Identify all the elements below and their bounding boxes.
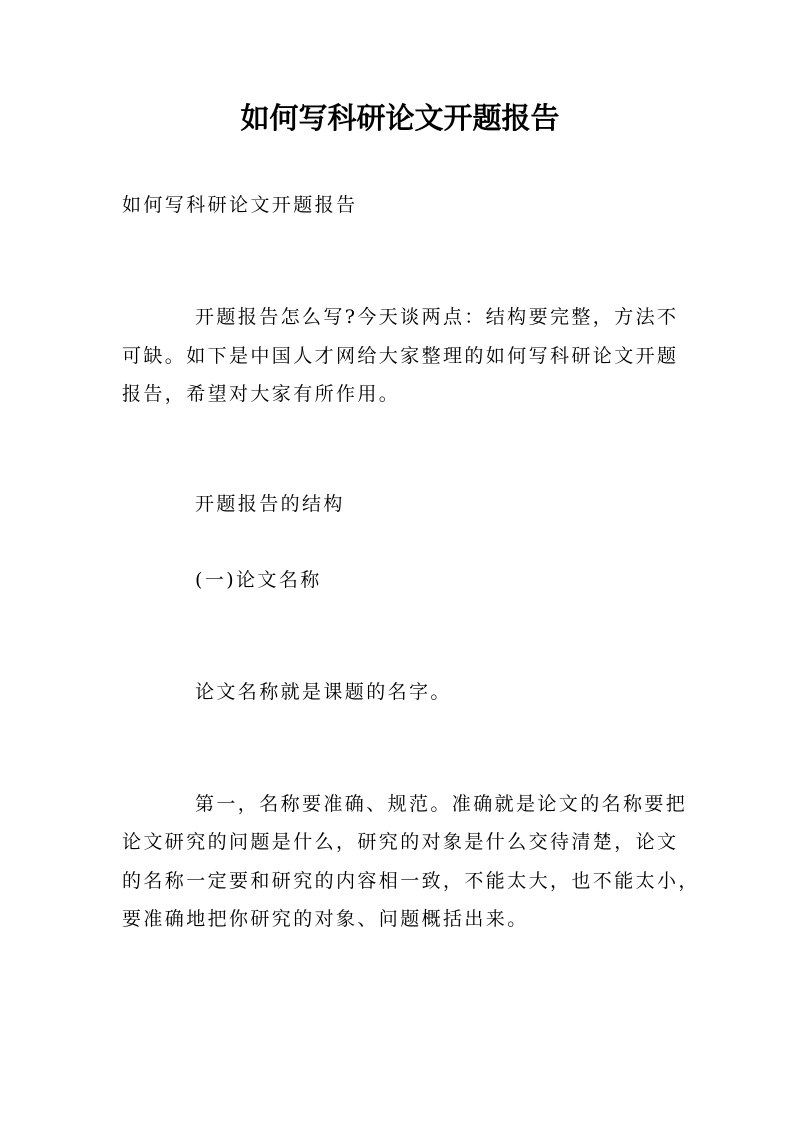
intro-line-3: 报告，希望对大家有所作用。 bbox=[122, 383, 401, 405]
intro-line-2: 可缺。如下是中国人才网给大家整理的如何写科研论文开题 bbox=[122, 345, 679, 367]
intro-line-1: 开题报告怎么写?今天谈两点：结构要完整，方法不 bbox=[195, 306, 679, 328]
section-heading: 开题报告的结构 bbox=[195, 493, 345, 515]
point-one-line-1: 第一，名称要准确、规范。准确就是论文的名称要把 bbox=[195, 793, 688, 815]
subsection-heading: (一)论文名称 bbox=[195, 569, 322, 591]
point-one-line-2: 论文研究的问题是什么，研究的对象是什么交待清楚，论文 bbox=[122, 831, 679, 853]
definition-paragraph: 论文名称就是课题的名字。 bbox=[195, 681, 452, 703]
document-title: 如何写科研论文开题报告 bbox=[240, 101, 560, 135]
document-subtitle: 如何写科研论文开题报告 bbox=[122, 194, 358, 216]
point-one-line-4: 要准确地把你研究的对象、问题概括出来。 bbox=[122, 908, 529, 930]
point-one-line-3: 的名称一定要和研究的内容相一致，不能太大，也不能太小， bbox=[122, 870, 700, 892]
